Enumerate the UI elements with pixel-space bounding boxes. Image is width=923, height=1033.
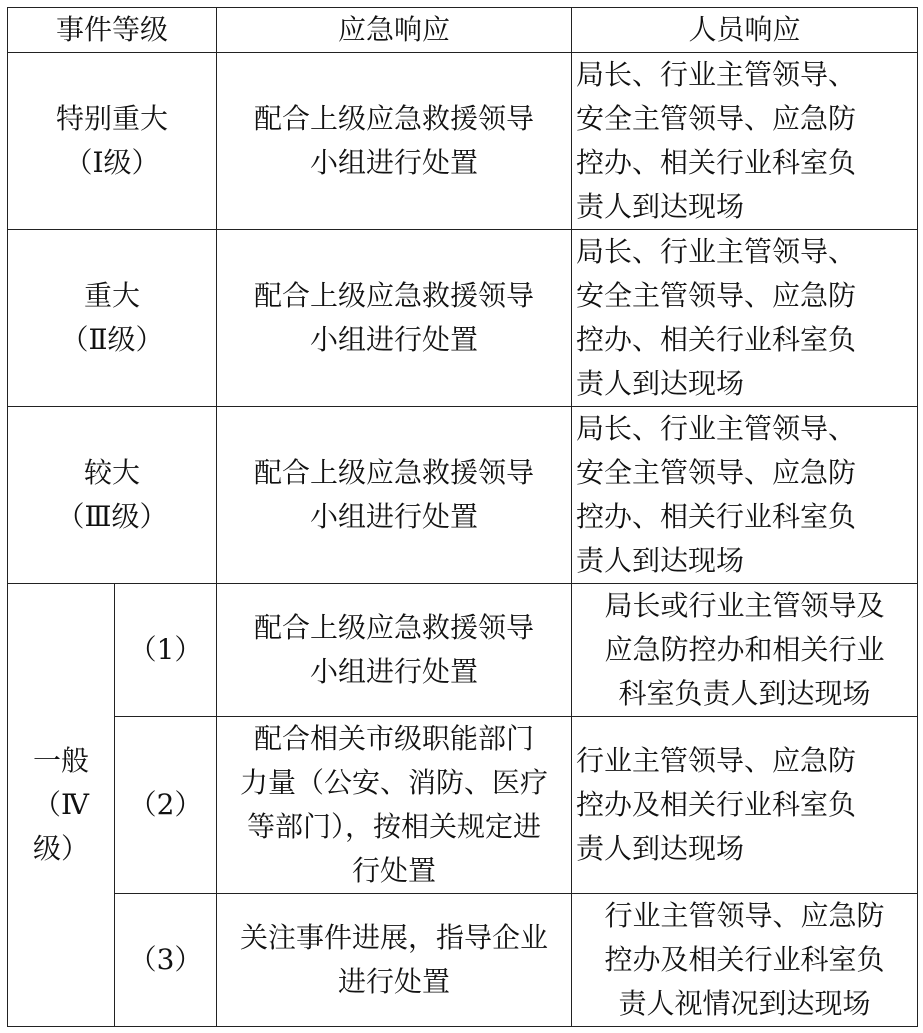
personnel-response-cell: [572, 407, 918, 584]
emergency-response-cell: [217, 717, 572, 894]
personnel-line: 安全主管领导、应急防: [576, 102, 857, 135]
general-level-line: 级）: [32, 832, 89, 865]
emergency-response-cell: [217, 230, 572, 407]
emergency-line: 配合上级应急救援领导: [254, 611, 535, 644]
table-row: [8, 53, 918, 230]
emergency-line: 小组进行处置: [310, 323, 479, 356]
personnel-line: 应急防控办和相关行业: [604, 633, 885, 666]
personnel-line: 责人到达现场: [576, 367, 745, 400]
personnel-line: 责人到达现场: [576, 190, 745, 223]
table-row: [8, 894, 918, 1027]
level-name: 特别重大: [56, 102, 169, 135]
table-row: [8, 230, 918, 407]
personnel-line: 局长、行业主管领导、: [576, 58, 857, 91]
personnel-line: 控办及相关行业科室负: [604, 943, 885, 976]
personnel-line: 局长、行业主管领导、: [576, 412, 857, 445]
level-cell: [8, 230, 217, 407]
header-row: [8, 8, 918, 53]
personnel-line: 局长或行业主管领导及: [604, 589, 885, 622]
personnel-response-cell: [572, 230, 918, 407]
personnel-line: 控办、相关行业科室负: [576, 500, 857, 533]
personnel-line: 控办及相关行业科室负: [576, 788, 857, 821]
emergency-line: 力量（公安、消防、医疗: [240, 766, 549, 799]
table-row: [8, 407, 918, 584]
emergency-response-cell: [217, 407, 572, 584]
level-name: 重大: [84, 279, 141, 312]
level-name: 较大: [84, 456, 141, 489]
emergency-line: 配合上级应急救援领导: [254, 102, 535, 135]
level-grade: （Ⅲ级）: [56, 500, 168, 533]
personnel-line: 安全主管领导、应急防: [576, 456, 857, 489]
emergency-response-cell: [217, 53, 572, 230]
emergency-line: 等部门），按相关规定进: [247, 810, 542, 843]
personnel-response-cell: [572, 717, 918, 894]
table-row: [8, 584, 918, 717]
personnel-line: 控办、相关行业科室负: [576, 323, 857, 356]
sub-level-cell: （1）: [115, 584, 217, 717]
emergency-line: 小组进行处置: [310, 146, 479, 179]
sub-level-cell: （3）: [115, 894, 217, 1027]
personnel-line: 责人视情况到达现场: [618, 987, 871, 1020]
level-cell: [8, 407, 217, 584]
personnel-response-cell: [572, 894, 918, 1027]
header-event-level: 事件等级: [8, 8, 217, 53]
level-grade: （Ⅰ级）: [64, 146, 160, 179]
emergency-line: 配合相关市级职能部门: [254, 722, 535, 755]
general-level-cell: [8, 584, 115, 1027]
personnel-line: 安全主管领导、应急防: [576, 279, 857, 312]
personnel-line: 局长、行业主管领导、: [576, 235, 857, 268]
personnel-line: 控办、相关行业科室负: [576, 146, 857, 179]
personnel-line: 行业主管领导、应急防: [604, 899, 885, 932]
emergency-response-cell: [217, 894, 572, 1027]
emergency-line: 配合上级应急救援领导: [254, 456, 535, 489]
emergency-line: 关注事件进展，指导企业: [240, 921, 549, 954]
emergency-line: 配合上级应急救援领导: [254, 279, 535, 312]
sub-level-cell: （2）: [115, 717, 217, 894]
personnel-line: 责人到达现场: [576, 832, 745, 865]
level-cell: [8, 53, 217, 230]
personnel-line: 行业主管领导、应急防: [576, 744, 857, 777]
emergency-line: 小组进行处置: [310, 655, 479, 688]
emergency-line: 小组进行处置: [310, 500, 479, 533]
header-emergency-response: 应急响应: [217, 8, 572, 53]
personnel-line: 责人到达现场: [576, 544, 745, 577]
emergency-line: 行处置: [352, 854, 437, 887]
table-row: [8, 717, 918, 894]
general-level-line: （Ⅳ: [33, 788, 89, 821]
emergency-response-cell: [217, 584, 572, 717]
personnel-response-cell: [572, 53, 918, 230]
personnel-line: 科室负责人到达现场: [618, 677, 871, 710]
general-level-line: 一般: [32, 744, 89, 777]
personnel-response-cell: [572, 584, 918, 717]
level-grade: （Ⅱ级）: [60, 323, 164, 356]
emergency-line: 进行处置: [338, 965, 451, 998]
header-personnel-response: 人员响应: [572, 8, 918, 53]
emergency-response-table: [7, 7, 918, 1027]
